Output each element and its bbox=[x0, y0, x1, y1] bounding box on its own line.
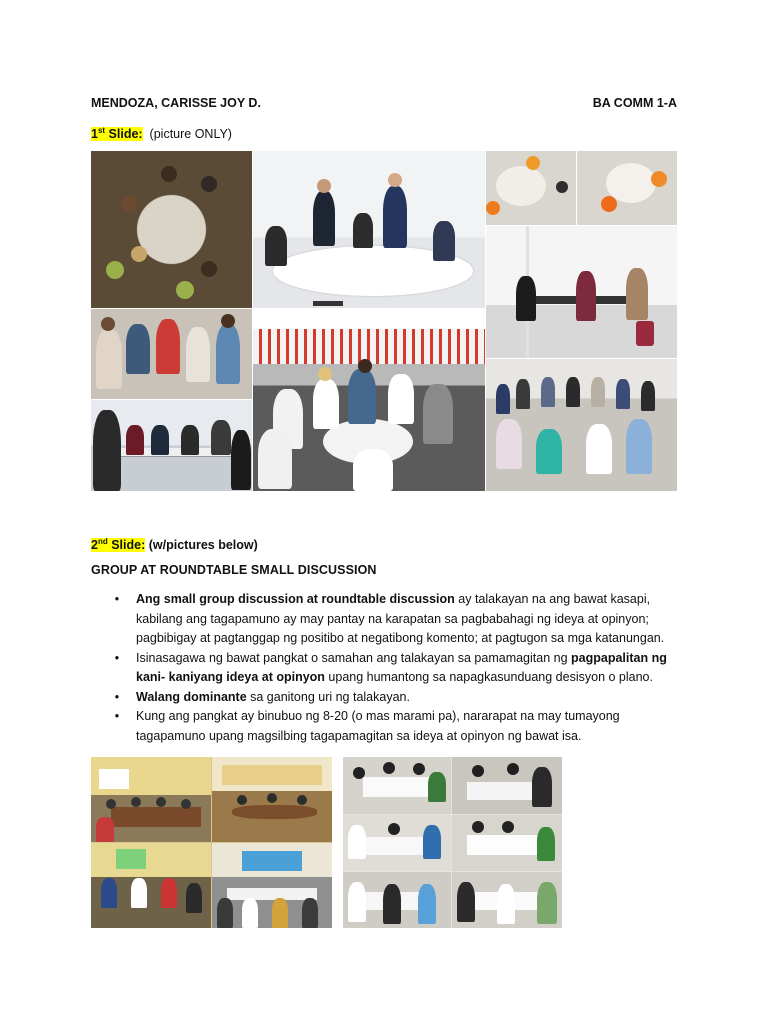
author-name: MENDOZA, CARISSE JOY D. bbox=[91, 96, 261, 110]
list-item: • Kung ang pangkat ay binubuo ng 8-20 (o mas marami pa), nararapat na may tumayong tagapamuno upang magsilbing tagapamagitan sa ideya at opinyon ng bawat isa. bbox=[112, 707, 687, 746]
slide1-picture-collage bbox=[91, 151, 677, 491]
roundtable-photo-collage bbox=[91, 757, 332, 928]
slide1-heading bbox=[91, 122, 232, 142]
collage-photo-office-table bbox=[486, 226, 677, 358]
bullet-icon: • bbox=[114, 689, 120, 704]
document-header bbox=[91, 96, 677, 114]
bullet-icon: • bbox=[114, 709, 120, 723]
slide1-label: 1st Slide: bbox=[91, 126, 143, 141]
slide2-heading bbox=[91, 533, 258, 553]
collage-photo-topdown-group bbox=[91, 151, 252, 308]
collage-photo-colorful-tables bbox=[486, 151, 677, 225]
collage-photo-business-meeting bbox=[253, 151, 485, 308]
course-label: BA COMM 1-A bbox=[592, 96, 677, 110]
list-item: • Isinasagawa ng bawat pangkat o samahan ang talakayan sa pamamagitan ng pagpapalitan ng kani- kaniyang ideya at opinyon upang humantong sa napagkasunduang desisyon o plano. bbox=[112, 649, 687, 688]
section-title: GROUP AT ROUNDTABLE SMALL DISCUSSION bbox=[91, 563, 377, 577]
slide2-label: 2nd Slide: bbox=[91, 537, 146, 552]
collage-photo-conference bbox=[91, 400, 252, 491]
list-item: • Ang small group discussion at roundtable discussion ay talakayan na ang bawat kasapi, kabilang ang tagapamuno ay may pantay na karapatan sa pagbabahagi ng ideya at opinyon; pagbibigay at pagtanggap ng positibo at negatibong komento; at pagtugon sa mga katanungan. bbox=[112, 590, 687, 649]
collage-photo-circle-chairs bbox=[486, 359, 677, 491]
slide2-note: (w/pictures below) bbox=[148, 538, 258, 552]
bullet-icon: • bbox=[114, 592, 120, 606]
slide1-note: (picture ONLY) bbox=[149, 127, 232, 141]
collage-photo-circle-seated bbox=[91, 309, 252, 399]
collage-photo-sofa-discussion bbox=[253, 329, 485, 491]
small-group-photo-collage bbox=[343, 757, 562, 928]
list-item: • Walang dominante sa ganitong uri ng talakayan. bbox=[112, 688, 687, 708]
bullet-icon: • bbox=[114, 650, 120, 665]
bullet-list bbox=[112, 590, 687, 746]
